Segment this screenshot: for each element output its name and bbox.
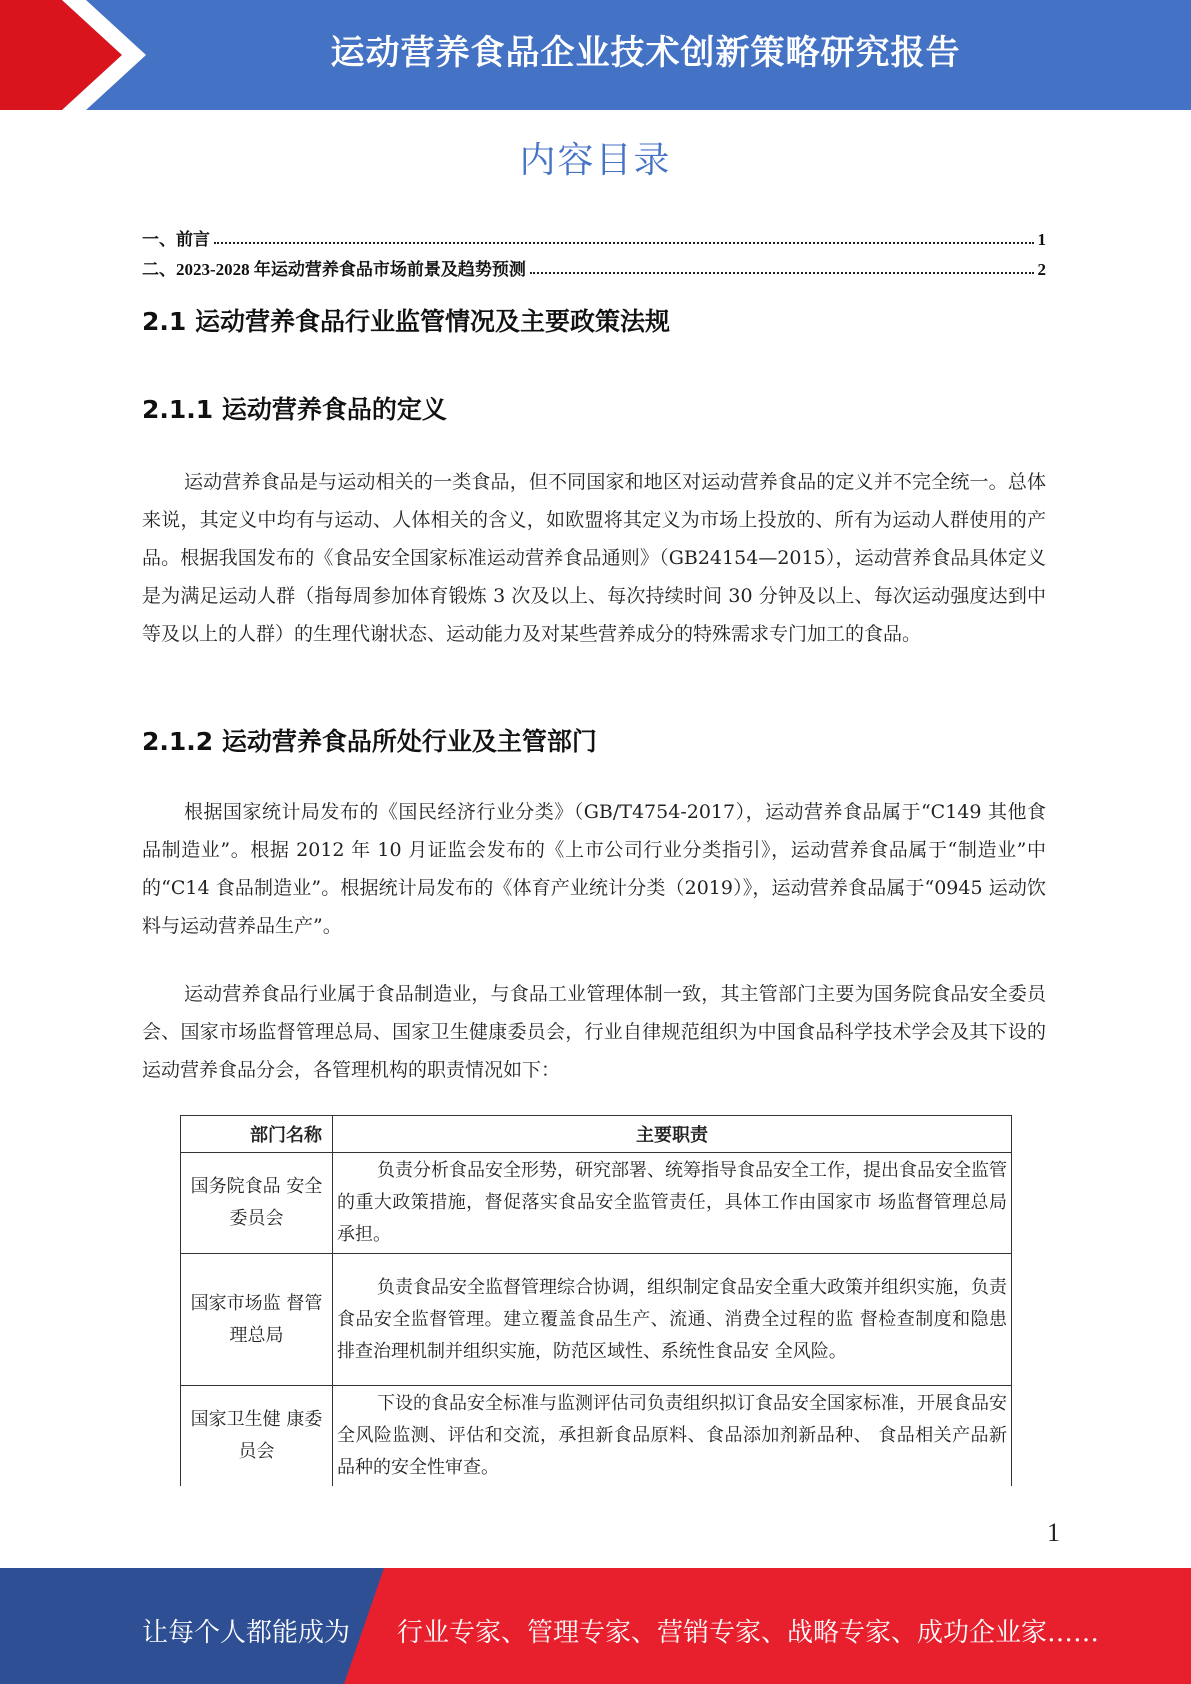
table-header-cell: 部门名称	[181, 1116, 333, 1153]
department-cell: 国家市场监 督管理总局	[181, 1254, 333, 1386]
table-header-cell: 主要职责	[333, 1116, 1012, 1153]
toc-entry[interactable]	[142, 254, 1046, 280]
page-number: 1	[1047, 1518, 1060, 1547]
industry-classification-paragraph: 根据国家统计局发布的《国民经济行业分类》（GB/T4754-2017），运动营养食品属于“C149 其他食品制造业”。根据 2012 年 10 月证监会发布的《上市公司行业分类指引》，运动营养食品属于“制造业”中的“C14 食品制造业”。根据统计局发布的《体育产业统计分类（2019）》，运动营养食品属于“0945 运动饮料与运动营养品生产”。	[142, 801, 1046, 937]
section-heading-2-1: 2.1 运动营养食品行业监管情况及主要政策法规	[142, 307, 670, 336]
regulators-paragraph: 运动营养食品行业属于食品制造业，与食品工业管理体制一致，其主管部门主要为国务院食品安全委员会、国家市场监督管理总局、国家卫生健康委员会，行业自律规范组织为中国食品科学技术学会及其下设的运动营养食品分会，各管理机构的职责情况如下：	[142, 983, 1046, 1081]
report-title: 运动营养食品企业技术创新策略研究报告	[330, 33, 961, 73]
toc-entry-label: 一、前言	[142, 230, 210, 249]
toc-title: 内容目录	[519, 140, 672, 181]
section-heading-2-1-1: 2.1.1 运动营养食品的定义	[142, 395, 447, 424]
toc-entry-label: 二、2023-2028 年运动营养食品市场前景及趋势预测	[142, 260, 526, 279]
toc-entry-page: 1	[1037, 230, 1046, 249]
duty-cell: 负责食品安全监督管理综合协调，组织制定食品安全重大政策并组织实施，负责食品安全监督管理。建立覆盖食品生产、流通、消费全过程的监 督检查制度和隐患排查治理机制并组织实施，防范区域性、系统性食品安 全风险。	[333, 1254, 1012, 1386]
definition-paragraph: 运动营养食品是与运动相关的一类食品，但不同国家和地区对运动营养食品的定义并不完全统一。总体来说，其定义中均有与运动、人体相关的含义，如欧盟将其定义为市场上投放的、所有为运动人群使用的产品。根据我国发布的《食品安全国家标准运动营养食品通则》（GB24154—2015），运动营养食品具体定义是为满足运动人群（指每周参加体育锻炼 3 次及以上、每次持续时间 30 分钟及以上、每次运动强度达到中等及以上的人群）的生理代谢状态、运动能力及对某些营养成分的特殊需求专门加工的食品。	[142, 471, 1046, 645]
department-cell: 国务院食品 安全委员会	[181, 1153, 333, 1254]
table-row	[181, 1386, 1012, 1487]
toc-leader-dots	[530, 272, 1034, 274]
toc-leader-dots	[214, 242, 1034, 244]
footer-slogan-right: 行业专家、管理专家、营销专家、战略专家、成功企业家……	[397, 1618, 1100, 1648]
duty-cell: 负责分析食品安全形势，研究部署、统筹指导食品安全工作，提出食品安全监管的重大政策措施，督促落实食品安全监管责任，具体工作由国家市 场监督管理总局承担。	[333, 1153, 1012, 1254]
table-header-row	[181, 1116, 1012, 1153]
department-cell: 国家卫生健 康委员会	[181, 1386, 333, 1487]
table-row	[181, 1153, 1012, 1254]
table-row	[181, 1254, 1012, 1386]
footer-slogan-left: 让每个人都能成为	[142, 1618, 351, 1648]
toc-entry[interactable]	[142, 224, 1046, 250]
duty-cell: 下设的食品安全标准与监测评估司负责组织拟订食品安全国家标准，开展食品安全风险监测、评估和交流，承担新食品原料、食品添加剂新品种、 食品相关产品新品种的安全性审查。	[333, 1386, 1012, 1487]
section-heading-2-1-2: 2.1.2 运动营养食品所处行业及主管部门	[142, 727, 597, 756]
header-arrow-decoration	[0, 0, 160, 110]
toc-entry-page: 2	[1037, 260, 1046, 279]
regulator-duties-table	[180, 1115, 1012, 1486]
